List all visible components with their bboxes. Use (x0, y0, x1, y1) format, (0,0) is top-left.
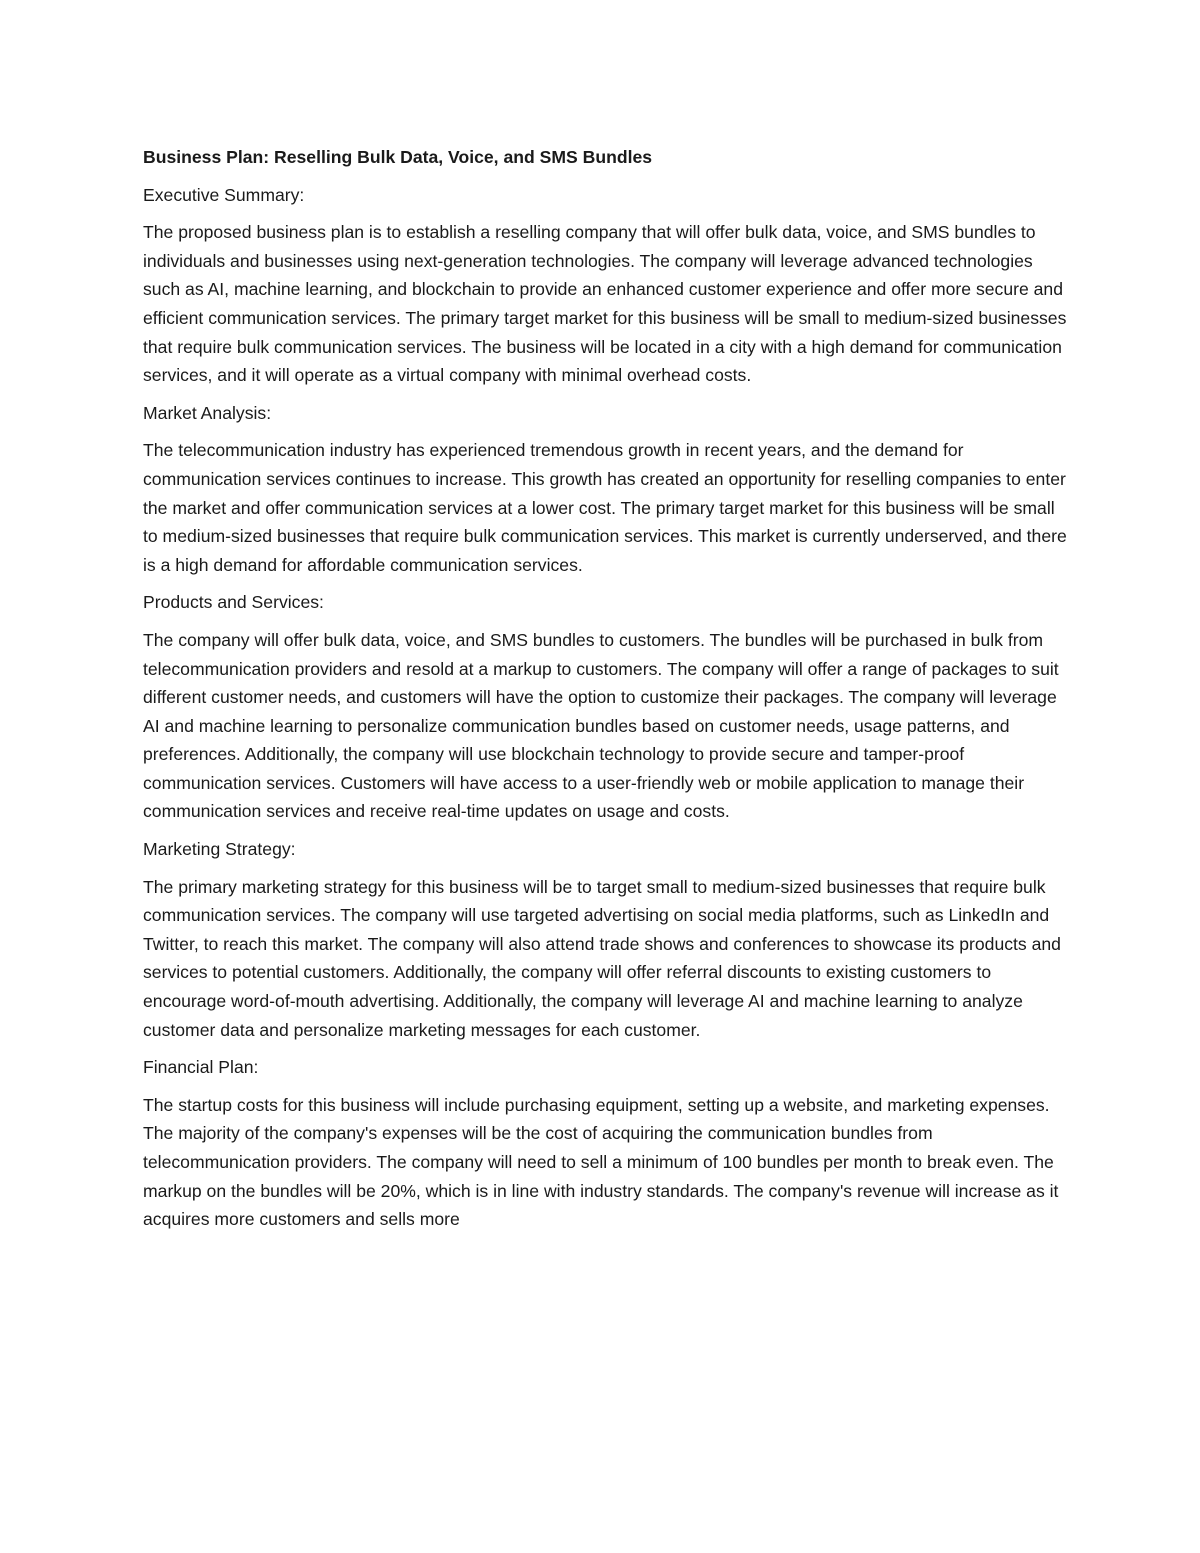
document-content (143, 143, 1068, 1243)
section-body-financial-plan: The startup costs for this business will include purchasing equipment, setting up a website, and marketing expenses. The majority of the company's expenses will be the cost of acquiring the communication bundles from telecommunication providers. The company will need to sell a minimum of 100 bundles per month to break even. The markup on the bundles will be 20%, which is in line with industry standards. The company's revenue will increase as it acquires more customers and sells more (143, 1094, 1059, 1230)
section-heading-products-and-services: Products and Services: (143, 592, 324, 613)
section-heading-market-analysis: Market Analysis: (143, 402, 272, 423)
section-heading-executive-summary: Executive Summary: (143, 184, 305, 205)
section-body-market-analysis: The telecommunication industry has experienced tremendous growth in recent years, and the demand for communication services continues to increase. This growth has created an opportunity for reselling companies to enter the market and offer communication services at a lower cost. The primary target market for this business will be small to medium-sized businesses that require bulk communication services. This market is currently underserved, and there is a high demand for affordable communication services. (143, 440, 1067, 575)
section-body-products-and-services: The company will offer bulk data, voice, and SMS bundles to customers. The bundles will be purchased in bulk from telecommunication providers and resold at a markup to customers. The company will offer a range of packages to suit different customer needs, and customers will have the option to customize their packages. The company will leverage AI and machine learning to personalize communication bundles based on customer needs, usage patterns, and preferences. Additionally, the company will use blockchain technology to provide secure and tamper-proof communication services. Customers will have access to a user-friendly web or mobile application to manage their communication services and receive real-time updates on usage and costs. (143, 629, 1059, 822)
section-heading-financial-plan: Financial Plan: (143, 1057, 259, 1078)
section-body-executive-summary: The proposed business plan is to establish a reselling company that will offer bulk data, voice, and SMS bundles to individuals and businesses using next-generation technologies. The company will leverage advanced technologies such as AI, machine learning, and blockchain to provide an enhanced customer experience and offer more secure and efficient communication services. The primary target market for this business will be small to medium-sized businesses that require bulk communication services. The business will be located in a city with a high demand for communication services, and it will operate as a virtual company with minimal overhead costs. (143, 222, 1067, 386)
document-title: Business Plan: Reselling Bulk Data, Voice, and SMS Bundles (143, 147, 653, 167)
section-body-marketing-strategy: The primary marketing strategy for this business will be to target small to medium-sized businesses that require bulk communication services. The company will use targeted advertising on social media platforms, such as LinkedIn and Twitter, to reach this market. The company will also attend trade shows and conferences to showcase its products and services to potential customers. Additionally, the company will offer referral discounts to existing customers to encourage word-of-mouth advertising. Additionally, the company will leverage AI and machine learning to analyze customer data and personalize marketing messages for each customer. (143, 876, 1061, 1040)
section-heading-marketing-strategy: Marketing Strategy: (143, 839, 296, 860)
